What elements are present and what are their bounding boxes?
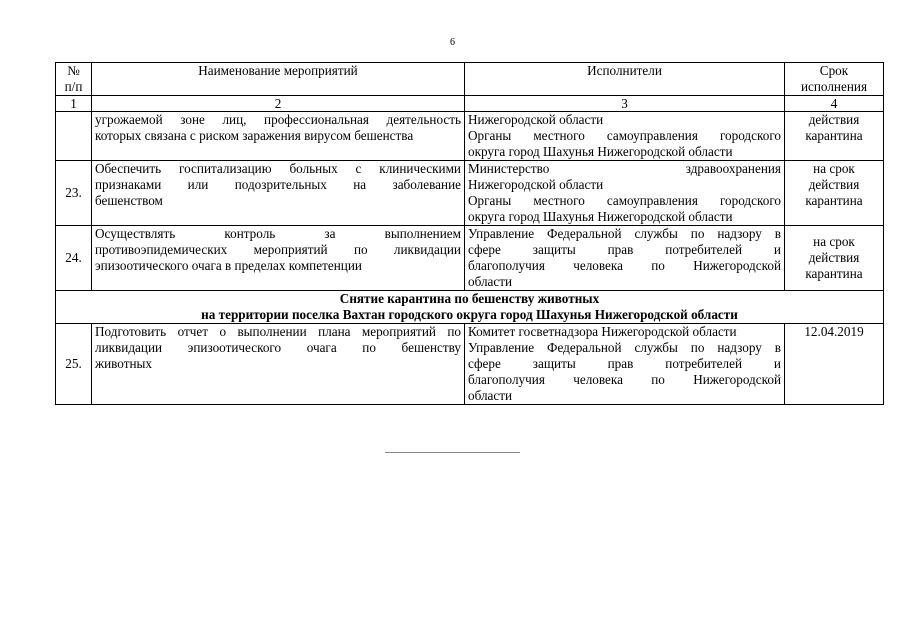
header-num-line1: №	[67, 63, 80, 78]
executor-line: округа город Шахунья Нижегородской области	[468, 144, 733, 159]
section-title	[56, 291, 884, 324]
executor-line: области	[468, 274, 513, 289]
row-term	[785, 324, 884, 405]
row-executors	[465, 112, 785, 161]
row-number: 24.	[56, 226, 92, 291]
row-term	[785, 112, 884, 161]
section-title-line2: на территории поселка Вахтан городского округа город Шахунья Нижегородской области	[201, 307, 738, 322]
header-term-line2: исполнения	[800, 79, 868, 94]
term-line: карантина	[805, 128, 863, 143]
row-number	[56, 112, 92, 161]
executor-line: сфере защиты прав потребителей и	[468, 356, 781, 371]
row-number: 23.	[56, 161, 92, 226]
row-term	[785, 161, 884, 226]
term-line: 12.04.2019	[804, 324, 864, 339]
row-executors	[465, 226, 785, 291]
measure-line: противоэпидемических мероприятий по ликвидации	[95, 242, 461, 257]
column-index-row	[56, 96, 884, 112]
row-executors	[465, 324, 785, 405]
measure-line: животных	[95, 356, 152, 371]
row-measure	[92, 161, 465, 226]
executor-line: Органы местного самоуправления городского	[468, 128, 781, 143]
executor-line: сфере защиты прав потребителей и	[468, 242, 781, 257]
measure-line: Подготовить отчет о выполнении плана мероприятий по	[95, 324, 461, 339]
index-cell: 4	[785, 96, 884, 112]
executor-line: Министерство здравоохранения	[468, 161, 781, 176]
index-cell: 1	[56, 96, 92, 112]
section-title-line1: Снятие карантина по бешенству животных	[339, 291, 600, 306]
executor-line: области	[468, 388, 513, 403]
header-executors: Исполнители	[465, 63, 785, 96]
measure-line: ликвидации эпизоотического очага по бешенству	[95, 340, 461, 355]
header-num	[56, 63, 92, 96]
row-term	[785, 226, 884, 291]
measure-line: угрожаемой зоне лиц, профессиональная деятельность	[95, 112, 461, 127]
executor-line: Органы местного самоуправления городского	[468, 193, 781, 208]
row-number: 25.	[56, 324, 92, 405]
executor-line: благополучия человека по Нижегородской	[468, 372, 781, 387]
term-line: карантина	[805, 266, 863, 281]
header-num-line2: п/п	[64, 79, 83, 94]
page-number: 6	[450, 37, 455, 48]
row-measure	[92, 112, 465, 161]
executor-line: Нижегородской области	[468, 177, 604, 192]
measure-line: Обеспечить госпитализацию больных с клиническими	[95, 161, 461, 176]
table-header-row	[56, 63, 884, 96]
term-line: на срок	[813, 234, 855, 249]
section-row	[56, 291, 884, 324]
header-term	[785, 63, 884, 96]
index-cell: 3	[465, 96, 785, 112]
executor-line: Управление Федеральной службы по надзору в	[468, 340, 781, 355]
header-term-line1: Срок	[819, 63, 849, 78]
header-name: Наименование мероприятий	[92, 63, 465, 96]
term-line: действия	[808, 250, 860, 265]
measure-line: Осуществлять контроль за выполнением	[95, 226, 461, 241]
row-measure	[92, 324, 465, 405]
measure-line: которых связана с риском заражения вирусом бешенства	[95, 128, 414, 143]
table-row	[56, 226, 884, 291]
executor-line: Управление Федеральной службы по надзору в	[468, 226, 781, 241]
end-divider	[385, 452, 520, 453]
row-measure	[92, 226, 465, 291]
term-line: действия	[808, 112, 860, 127]
measure-line: бешенством	[95, 193, 163, 208]
executor-line: Нижегородской области	[468, 112, 604, 127]
term-line: на срок	[813, 161, 855, 176]
row-executors	[465, 161, 785, 226]
measure-line: признаками или подозрительных на заболевание	[95, 177, 461, 192]
index-cell: 2	[92, 96, 465, 112]
measures-table	[55, 62, 884, 405]
term-line: карантина	[805, 193, 863, 208]
table-row	[56, 112, 884, 161]
executor-line: благополучия человека по Нижегородской	[468, 258, 781, 273]
table-row	[56, 161, 884, 226]
executor-line: Комитет госветнадзора Нижегородской области	[468, 324, 737, 339]
table-row	[56, 324, 884, 405]
measure-line: эпизоотического очага в пределах компетенции	[95, 258, 362, 273]
executor-line: округа город Шахунья Нижегородской области	[468, 209, 733, 224]
term-line: действия	[808, 177, 860, 192]
